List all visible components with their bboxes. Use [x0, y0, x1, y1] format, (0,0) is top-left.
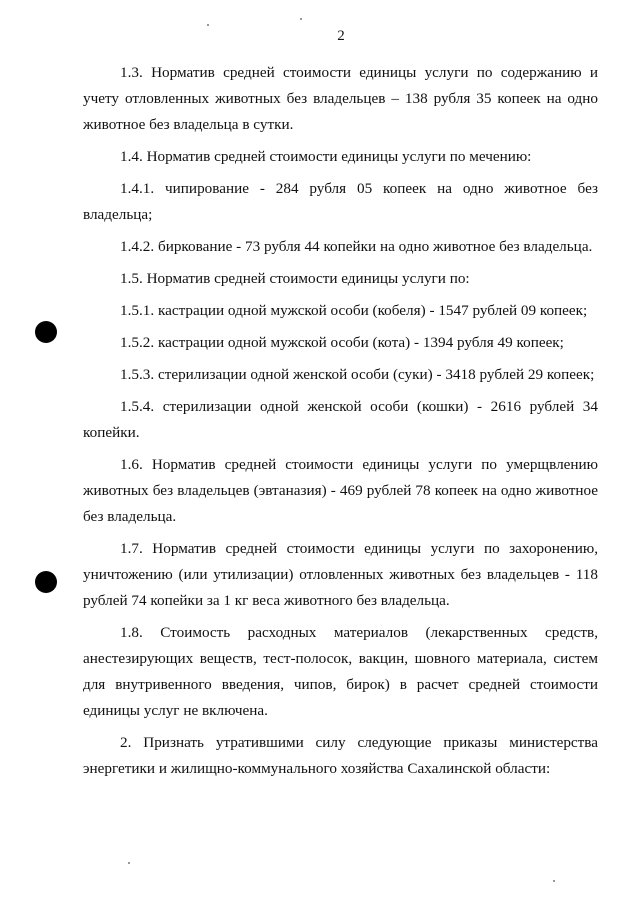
document-body	[83, 60, 598, 788]
scan-speck	[128, 862, 130, 864]
paragraph-1-4-2: 1.4.2. биркование - 73 рубля 44 копейки на одно животное без владельца.	[120, 238, 593, 255]
hole-punch-mark	[35, 571, 57, 593]
paragraph-1-8: 1.8. Стоимость расходных материалов (лекарственных средств, анестезирующих веществ, тест-полосок, вакцин, шовного материала, систем для внутривенного введения, чипов, бирок) в расчет средней стоимости единицы услуг не включена.	[83, 624, 598, 719]
paragraph-1-5-4: 1.5.4. стерилизации одной женской особи (кошки) - 2616 рублей 34 копейки.	[83, 398, 598, 441]
scan-speck	[553, 880, 555, 882]
paragraph-1-5-3: 1.5.3. стерилизации одной женской особи (суки) - 3418 рублей 29 копеек;	[120, 366, 595, 383]
scan-speck	[207, 24, 209, 26]
paragraph-1-7: 1.7. Норматив средней стоимости единицы услуги по захоронению, уничтожению (или утилизации) отловленных животных без владельцев - 118 рублей 74 копейки за 1 кг веса животного без владельца.	[83, 540, 598, 609]
page-number: 2	[337, 28, 345, 44]
paragraph-1-4-1: 1.4.1. чипирование - 284 рубля 05 копеек на одно животное без владельца;	[83, 180, 598, 223]
paragraph-1-5-1: 1.5.1. кастрации одной мужской особи (кобеля) - 1547 рублей 09 копеек;	[120, 302, 588, 319]
paragraph-1-5-2: 1.5.2. кастрации одной мужской особи (кота) - 1394 рубля 49 копеек;	[120, 334, 564, 351]
paragraph-1-5: 1.5. Норматив средней стоимости единицы услуги по:	[120, 270, 470, 287]
paragraph-1-4: 1.4. Норматив средней стоимости единицы услуги по мечению:	[120, 148, 532, 165]
hole-punch-mark	[35, 321, 57, 343]
paragraph-2: 2. Признать утратившими силу следующие приказы министерства энергетики и жилищно-коммунального хозяйства Сахалинской области:	[83, 734, 598, 777]
paragraph-1-6: 1.6. Норматив средней стоимости единицы услуги по умерщвлению животных без владельцев (эвтаназия) - 469 рублей 78 копеек на одно животное без владельца.	[83, 456, 598, 525]
scan-speck	[300, 18, 302, 20]
paragraph-1-3: 1.3. Норматив средней стоимости единицы услуги по содержанию и учету отловленных животных без владельцев – 138 рубля 35 копеек на одно животное без владельца в сутки.	[83, 64, 598, 133]
